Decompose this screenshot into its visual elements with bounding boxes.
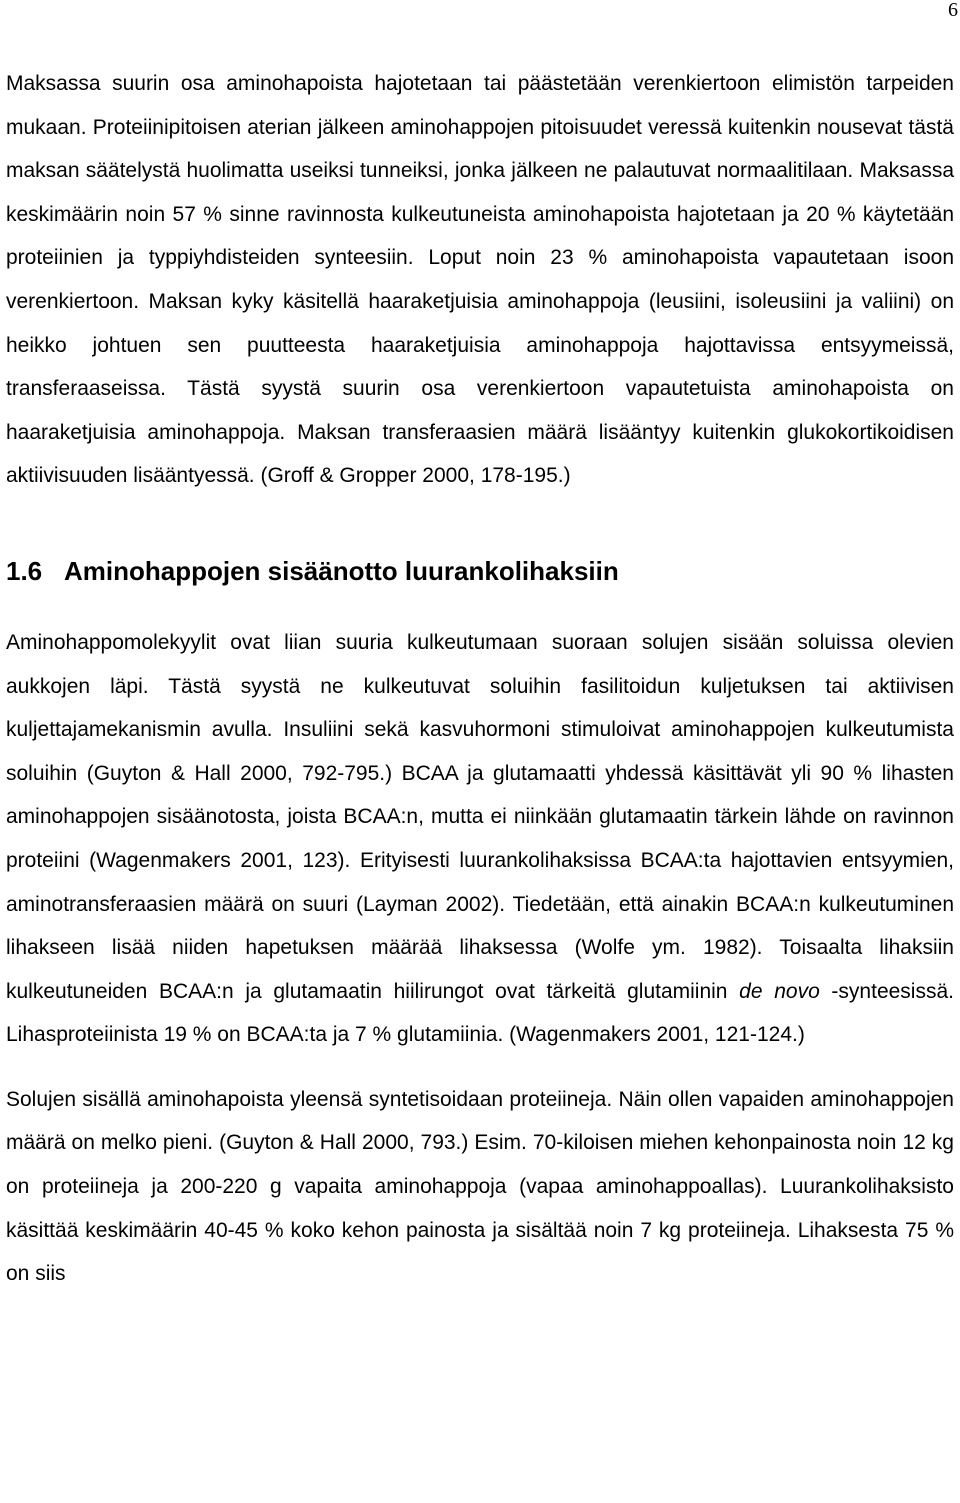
section-number: 1.6 [6, 555, 43, 586]
paragraph-intracellular-amino-acids: Solujen sisällä aminohapoista yleensä syntetisoidaan proteiineja. Näin ollen vapaiden aminohappojen määrä on melko pieni. (Guyton & Hall 2000, 793.) Esim. 70-kiloisen miehen kehonpainosta noin 12 kg on proteiineja ja 200-220 g vapaita aminohappoja (vapaa aminohappoallas). Luurankolihaksisto käsittää keskimäärin 40-45 % koko kehon painosta ja sisältää noin 7 kg proteiineja. Lihaksesta 75 % on siis [6, 1087, 954, 1286]
section-heading [6, 556, 954, 586]
page-number: 6 [948, 0, 958, 21]
section-title: Aminohappojen sisäänotto luurankolihaksiin [64, 555, 619, 586]
italic-term: de novo [739, 979, 820, 1003]
paragraph-liver-amino-acids: Maksassa suurin osa aminohapoista hajotetaan tai päästetään verenkiertoon elimistön tarpeiden mukaan. Proteiinipitoisen aterian jälkeen aminohappojen pitoisuudet veressä kuitenkin nousevat tästä maksan säätelystä huolimatta useiksi tunneiksi, jonka jälkeen ne palautuvat normaalitilaan. Maksassa keskimäärin noin 57 % sinne ravinnosta kulkeutuneista aminohapoista hajotetaan ja 20 % käytetään proteiinien ja typpiyhdisteiden synteesiin. Loput noin 23 % aminohapoista vapautetaan isoon verenkiertoon. Maksan kyky käsitellä haaraketjuisia aminohappoja (leusiini, isoleusiini ja valiini) on heikko johtuen sen puutteesta haaraketjuisia aminohappoja hajottavissa entsyymeissä, transferaaseissa. Tästä syystä suurin osa verenkiertoon vapautetuista aminohapoista on haaraketjuisia aminohappoja. Maksan transferaasien määrä lisääntyy kuitenkin glukokortikoidisen aktiivisuuden lisääntyessä. (Groff & Gropper 2000, 178-195.) [6, 72, 954, 488]
paragraph-amino-acid-uptake [6, 621, 954, 1057]
paragraph-text: Aminohappomolekyylit ovat liian suuria kulkeutumaan suoraan solujen sisään soluissa olevien aukkojen läpi. Tästä syystä ne kulkeutuvat soluihin fasilitoidun kuljetuksen tai aktiivisen kuljettajamekanismin avulla. Insuliini sekä kasvuhormoni stimuloivat aminohappojen kulkeutumista soluihin (Guyton & Hall 2000, 792-795.) BCAA ja glutamaatti yhdessä käsittävät yli 90 % lihasten aminohappojen sisäänotosta, joista BCAA:n, mutta ei niinkään glutamaatin tärkein lähde on ravinnon proteiini (Wagenmakers 2001, 123). Erityisesti luurankolihaksissa BCAA:ta hajottavien entsyymien, aminotransferaasien määrä on suuri (Layman 2002). Tiedetään, että ainakin BCAA:n kulkeutuminen lihakseen lisää niiden hapetuksen määrää lihaksessa (Wolfe ym. 1982). Toisaalta lihaksiin kulkeutuneiden BCAA:n ja glutamaatin hiilirungot ovat tärkeitä glutamiinin [6, 630, 954, 1003]
document-page [6, 62, 954, 1296]
paragraph-text: -synteesissä. Lihasproteiinista 19 % on BCAA:ta ja 7 % glutamiinia. (Wagenmakers 2001, 121-124.) [6, 979, 954, 1047]
